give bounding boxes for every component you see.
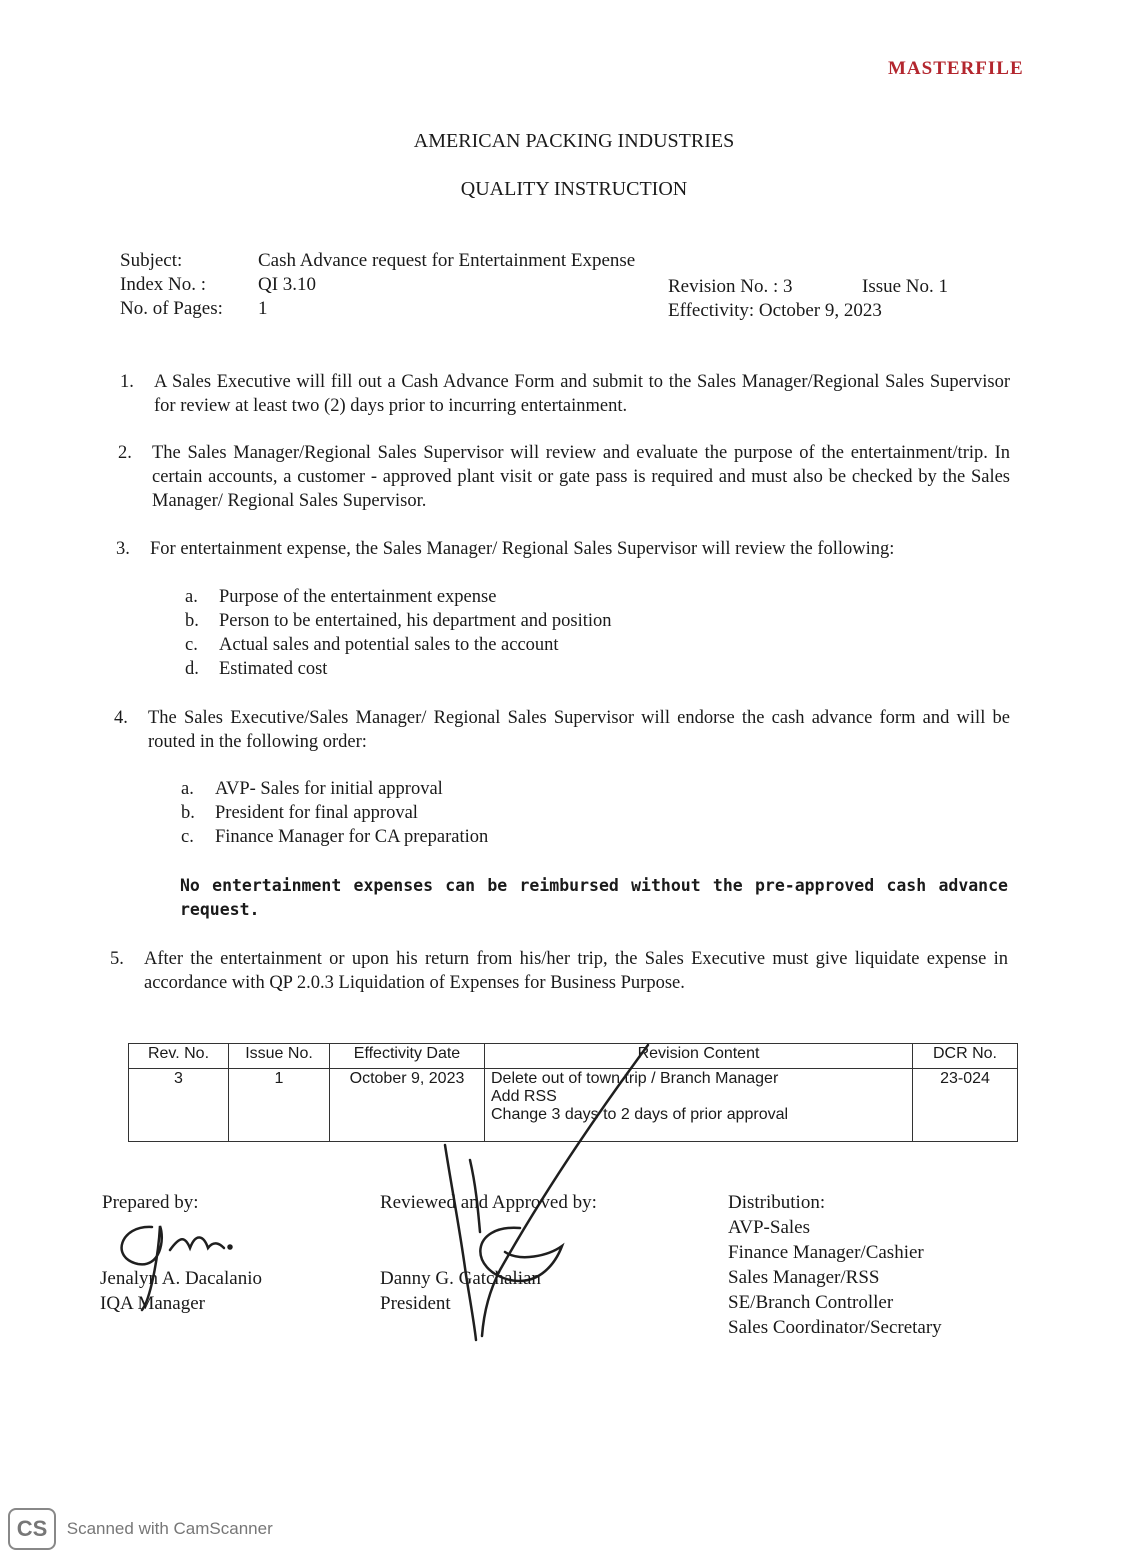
camscanner-text: Scanned with CamScanner <box>66 1519 273 1538</box>
column-header: Issue No. <box>229 1044 330 1069</box>
item-text: After the entertainment or upon his return from his/her trip, the Sales Executive must give liquidate expense in accordance with QP 2.0.3 Liquidation of Expenses for Business Purpose. <box>144 949 1008 993</box>
distribution-item: SE/Branch Controller <box>728 1292 894 1313</box>
item-number: 3. <box>116 539 130 559</box>
list-letter: c. <box>181 827 194 847</box>
column-header: Rev. No. <box>129 1044 229 1069</box>
reimbursement-note: No entertainment expenses can be reimbursed without the pre-approved cash advance request. <box>180 876 1008 919</box>
item-number: 5. <box>110 949 124 969</box>
list-letter: a. <box>185 587 198 607</box>
distribution-item: AVP-Sales <box>728 1217 810 1238</box>
distribution-item: Finance Manager/Cashier <box>728 1242 924 1263</box>
item-text: For entertainment expense, the Sales Manager/ Regional Sales Supervisor will review the following: <box>150 539 895 559</box>
column-header: Revision Content <box>485 1044 913 1069</box>
list-item: Purpose of the entertainment expense <box>219 587 497 607</box>
revision-number: Revision No. : 3 <box>668 276 793 297</box>
list-letter: d. <box>185 659 199 679</box>
list-letter: b. <box>181 803 195 823</box>
index-label: Index No. : <box>120 274 207 295</box>
prepared-by-label: Prepared by: <box>102 1192 199 1213</box>
column-header: DCR No. <box>913 1044 1018 1069</box>
column-header: Effectivity Date <box>330 1044 485 1069</box>
list-item: Finance Manager for CA preparation <box>215 827 489 847</box>
index-value: QI 3.10 <box>258 274 317 295</box>
item-text: The Sales Executive/Sales Manager/ Regional Sales Supervisor will endorse the cash advance form and will be routed in the following order: <box>148 708 1010 752</box>
document-type: QUALITY INSTRUCTION <box>460 178 688 200</box>
subject-value: Cash Advance request for Entertainment Expense <box>258 250 636 271</box>
list-item: Estimated cost <box>219 659 328 679</box>
distribution-label: Distribution: <box>728 1192 826 1213</box>
dcr-number-cell: 23-024 <box>913 1069 1018 1142</box>
revision-content-line: Delete out of town trip / Branch Manager <box>491 1070 779 1087</box>
list-letter: a. <box>181 779 194 799</box>
issue-number-cell: 1 <box>229 1069 330 1142</box>
revision-content-line: Change 3 days to 2 days of prior approval <box>491 1106 789 1123</box>
item-number: 1. <box>120 372 134 392</box>
reviewed-by-title: President <box>380 1293 451 1314</box>
item-text: A Sales Executive will fill out a Cash Advance Form and submit to the Sales Manager/Regional Sales Supervisor for review at least two (2) days prior to incurring entertainment. <box>154 372 1010 416</box>
effectivity-date-cell: October 9, 2023 <box>330 1069 485 1142</box>
reviewed-by-name: Danny G. Gatchalian <box>380 1268 541 1289</box>
list-letter: c. <box>185 635 198 655</box>
list-item: AVP- Sales for initial approval <box>215 779 443 799</box>
revision-content-line: Add RSS <box>491 1088 557 1105</box>
effectivity-date: Effectivity: October 9, 2023 <box>668 300 882 321</box>
prepared-by-name: Jenalyn A. Dacalanio <box>100 1268 262 1289</box>
reviewed-by-label: Reviewed and Approved by: <box>380 1192 597 1213</box>
prepared-by-title: IQA Manager <box>100 1293 205 1314</box>
list-item: Person to be entertained, his department and position <box>219 611 612 631</box>
masterfile-stamp: MASTERFILE <box>888 58 1024 79</box>
list-letter: b. <box>185 611 199 631</box>
item-text: The Sales Manager/Regional Sales Supervisor will review and evaluate the purpose of the entertainment/trip. In certain accounts, a customer - approved plant visit or gate pass is required and must also be checked by the Sales Manager/ Regional Sales Supervisor. <box>152 443 1010 511</box>
list-item: Actual sales and potential sales to the account <box>219 635 559 655</box>
item-number: 4. <box>114 708 128 728</box>
issue-number: Issue No. 1 <box>862 276 949 297</box>
list-item: President for final approval <box>215 803 418 823</box>
camscanner-logo: CS <box>8 1508 56 1550</box>
camscanner-footer <box>8 1508 273 1550</box>
rev-number-cell: 3 <box>129 1069 229 1142</box>
item-number: 2. <box>118 443 132 463</box>
pages-value: 1 <box>258 298 268 319</box>
company-name: AMERICAN PACKING INDUSTRIES <box>413 130 735 152</box>
pages-label: No. of Pages: <box>120 298 223 319</box>
distribution-item: Sales Coordinator/Secretary <box>728 1317 942 1338</box>
distribution-item: Sales Manager/RSS <box>728 1267 880 1288</box>
subject-label: Subject: <box>120 250 183 271</box>
